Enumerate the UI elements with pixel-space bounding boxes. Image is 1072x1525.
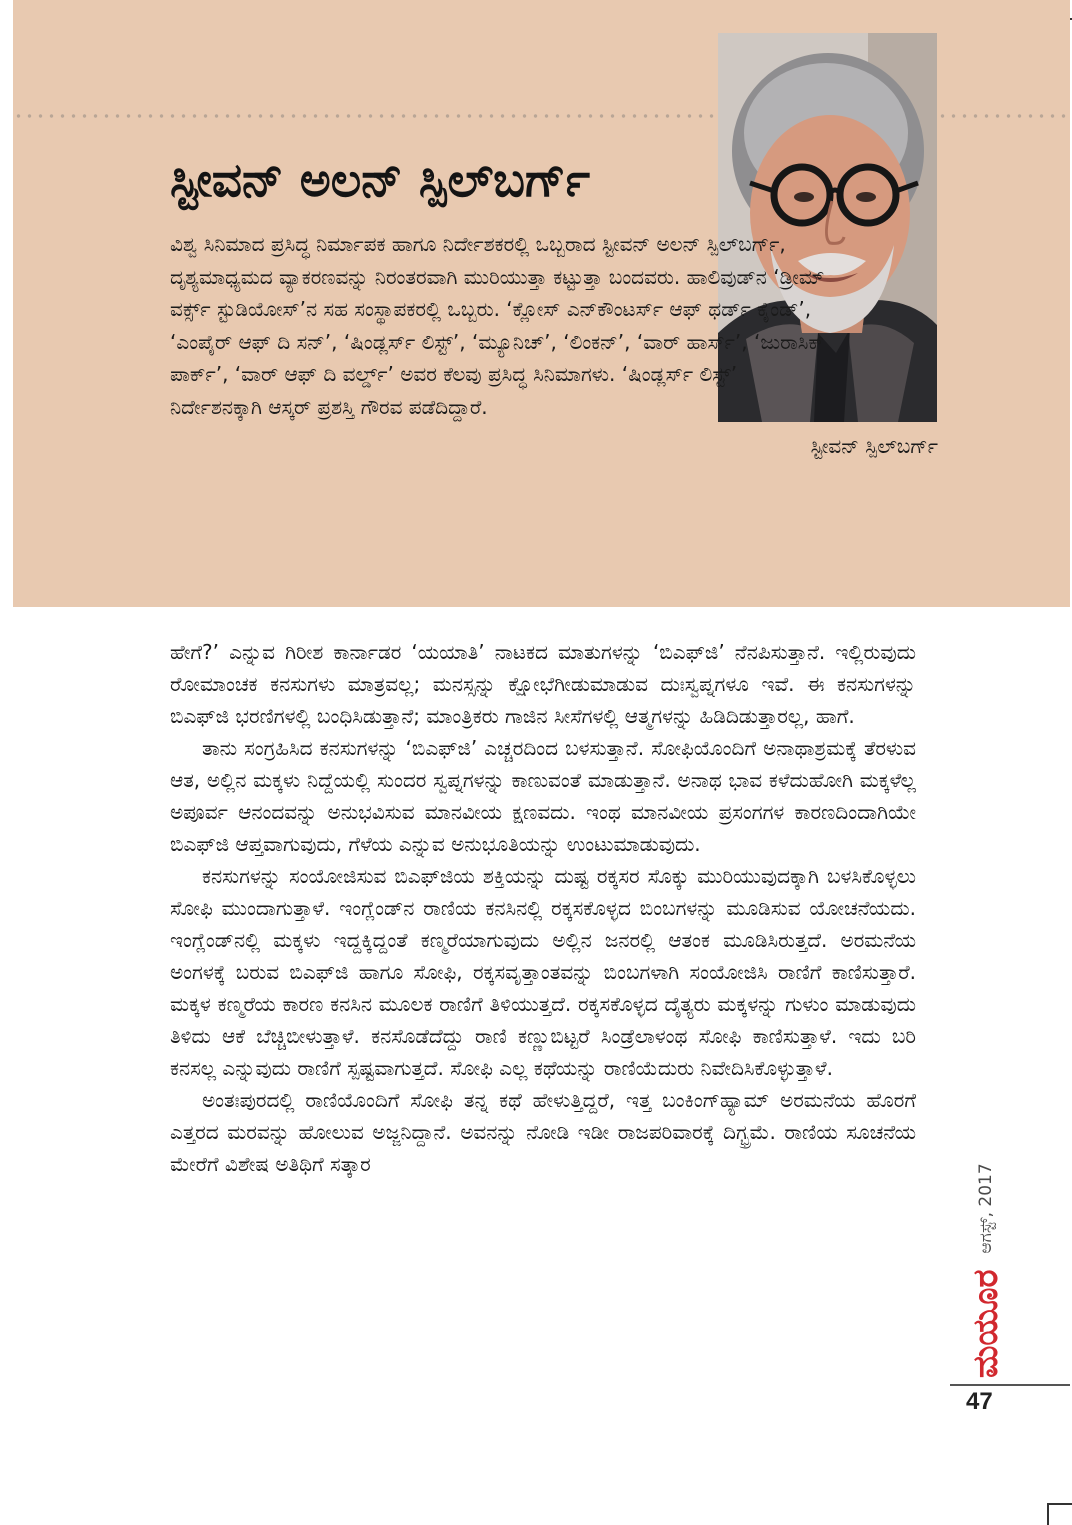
crop-mark-bottom-vertical	[1047, 1503, 1049, 1525]
page-number: 47	[966, 1388, 993, 1415]
magazine-spine-label	[968, 1110, 1004, 1378]
article-paragraph: ಕನಸುಗಳನ್ನು ಸಂಯೋಜಿಸುವ ಬಿಎಫ್‌ಜಿಯ ಶಕ್ತಿಯನ್ನು ದುಷ್ಟ ರಕ್ಕಸರ ಸೊಕ್ಕು ಮುರಿಯುವುದಕ್ಕಾಗಿ ಬಳಸಿಕೊಳ್ಳಲು ಸೋಫಿ ಮುಂದಾಗುತ್ತಾಳೆ. ಇಂಗ್ಲೆಂಡ್‌ನ ರಾಣಿಯ ಕನಸಿನಲ್ಲಿ ರಕ್ಕಸಕೊಳ್ಳದ ಬಿಂಬಗಳನ್ನು ಮೂಡಿಸುವ ಯೋಚನೆಯದು. ಇಂಗ್ಲೆಂಡ್‌ನಲ್ಲಿ ಮಕ್ಕಳು ಇದ್ದಕ್ಕಿದ್ದಂತೆ ಕಣ್ಮರೆಯಾಗುವುದು ಅಲ್ಲಿನ ಜನರಲ್ಲಿ ಆತಂಕ ಮೂಡಿಸಿರುತ್ತದೆ. ಅರಮನೆಯ ಅಂಗಳಕ್ಕೆ ಬರುವ ಬಿಎಫ್‌ಜಿ ಹಾಗೂ ಸೋಫಿ, ರಕ್ಕಸವೃತ್ತಾಂತವನ್ನು ಬಿಂಬಗಳಾಗಿ ಸಂಯೋಜಿಸಿ ರಾಣಿಗೆ ಕಾಣಿಸುತ್ತಾರೆ. ಮಕ್ಕಳ ಕಣ್ಮರೆಯ ಕಾರಣ ಕನಸಿನ ಮೂಲಕ ರಾಣಿಗೆ ತಿಳಿಯುತ್ತದೆ. ರಕ್ಕಸಕೊಳ್ಳದ ದೈತ್ಯರು ಮಕ್ಕಳನ್ನು ಗುಳುಂ ಮಾಡುವುದು ತಿಳಿದು ಆಕೆ ಬೆಚ್ಚಿಬೀಳುತ್ತಾಳೆ. ಕನಸೊಡೆದೆದ್ದು ರಾಣಿ ಕಣ್ಣುಬಿಟ್ಟರೆ ಸಿಂಡ್ರೆಲಾಳಂಥ ಸೋಫಿ ಕಾಣಿಸುತ್ತಾಳೆ. ಇದು ಬರಿ ಕನಸಲ್ಲ ಎನ್ನುವುದು ರಾಣಿಗೆ ಸ್ಪಷ್ಟವಾಗುತ್ತದೆ. ಸೋಫಿ ಎಲ್ಲ ಕಥೆಯನ್ನು ರಾಣಿಯೆದುರು ನಿವೇದಿಸಿಕೊಳ್ಳುತ್ತಾಳೆ.	[170, 864, 916, 1080]
article-paragraph: ತಾನು ಸಂಗ್ರಹಿಸಿದ ಕನಸುಗಳನ್ನು ‘ಬಿಎಫ್‌ಜಿ’ ಎಚ್ಚರದಿಂದ ಬಳಸುತ್ತಾನೆ. ಸೋಫಿಯೊಂದಿಗೆ ಅನಾಥಾಶ್ರಮಕ್ಕೆ ತೆರಳುವ ಆತ, ಅಲ್ಲಿನ ಮಕ್ಕಳು ನಿದ್ದೆಯಲ್ಲಿ ಸುಂದರ ಸ್ವಪ್ನಗಳನ್ನು ಕಾಣುವಂತೆ ಮಾಡುತ್ತಾನೆ. ಅನಾಥ ಭಾವ ಕಳೆದುಹೋಗಿ ಮಕ್ಕಳೆಲ್ಲ ಅಪೂರ್ವ ಆನಂದವನ್ನು ಅನುಭವಿಸುವ ಮಾನವೀಯ ಕ್ಷಣವದು. ಇಂಥ ಮಾನವೀಯ ಪ್ರಸಂಗಗಳ ಕಾರಣದಿಂದಾಗಿಯೇ ಬಿಎಫ್‌ಜಿ ಆಪ್ತವಾಗುವುದು, ಗೆಳೆಯ ಎನ್ನುವ ಅನುಭೂತಿಯನ್ನು ಉಂಟುಮಾಡುವುದು.	[170, 736, 916, 856]
article-paragraph: ಅಂತಃಪುರದಲ್ಲಿ ರಾಣಿಯೊಂದಿಗೆ ಸೋಫಿ ತನ್ನ ಕಥೆ ಹೇಳುತ್ತಿದ್ದರೆ, ಇತ್ತ ಬಂಕಿಂಗ್‌ಹ್ಯಾಮ್ ಅರಮನೆಯ ಹೊರಗೆ ಎತ್ತರದ ಮರವನ್ನು ಹೋಲುವ ಅಜ್ಜನಿದ್ದಾನೆ. ಅವನನ್ನು ನೋಡಿ ಇಡೀ ರಾಜಪರಿವಾರಕ್ಕೆ ದಿಗ್ಭ್ರಮೆ. ರಾಣಿಯ ಸೂಚನೆಯ ಮೇರೆಗೆ ವಿಶೇಷ ಅತಿಥಿಗೆ ಸತ್ಕಾರ	[170, 1088, 916, 1176]
page-number-rule	[950, 1384, 1070, 1386]
article-body	[170, 636, 916, 1180]
crop-mark-bottom-horizontal	[1047, 1503, 1072, 1505]
profile-bio: ವಿಶ್ವ ಸಿನಿಮಾದ ಪ್ರಸಿದ್ಧ ನಿರ್ಮಾಪಕ ಹಾಗೂ ನಿರ್ದೇಶಕರಲ್ಲಿ ಒಬ್ಬರಾದ ಸ್ಟೀವನ್ ಅಲನ್ ಸ್ಪಿಲ್‌ಬರ್ಗ್, ದೃಶ್ಯಮಾಧ್ಯಮದ ವ್ಯಾಕರಣವನ್ನು ನಿರಂತರವಾಗಿ ಮುರಿಯುತ್ತಾ ಕಟ್ಟುತ್ತಾ ಬಂದವರು. ಹಾಲಿವುಡ್‌ನ ‘ಡ್ರೀಮ್ ವರ್ಕ್ಸ್ ಸ್ಟುಡಿಯೋಸ್’ನ ಸಹ ಸಂಸ್ಥಾಪಕರಲ್ಲಿ ಒಬ್ಬರು. ‘ಕ್ಲೋಸ್ ಎನ್‌ಕೌಂಟರ್ಸ್ ಆಫ್ ಥರ್ಡ್ ಕೈಂಡ್’, ‘ಎಂಪೈರ್ ಆಫ್ ದಿ ಸನ್’, ‘ಷಿಂಡ್ಲರ್ಸ್ ಲಿಸ್ಟ್’, ‘ಮ್ಯೂನಿಚ್’, ‘ಲಿಂಕನ್’, ‘ವಾರ್ ಹಾರ್ಸ್’, ‘ಜುರಾಸಿಕ್ ಪಾರ್ಕ್’, ‘ವಾರ್ ಆಫ್ ದಿ ವರ್ಲ್ಡ್’ ಅವರ ಕೆಲವು ಪ್ರಸಿದ್ಧ ಸಿನಿಮಾಗಳು. ‘ಷಿಂಡ್ಲರ್ಸ್ ಲಿಸ್ಟ್’ ನಿರ್ದೇಶನಕ್ಕಾಗಿ ಆಸ್ಕರ್ ಪ್ರಶಸ್ತಿ ಗೌರವ ಪಡೆದಿದ್ದಾರೆ.	[170, 232, 825, 419]
article-paragraph: ಹೇಗೆ?’ ಎನ್ನುವ ಗಿರೀಶ ಕಾರ್ನಾಡರ ‘ಯಯಾತಿ’ ನಾಟಕದ ಮಾತುಗಳನ್ನು ‘ಬಿಎಫ್‌ಜಿ’ ನೆನಪಿಸುತ್ತಾನೆ. ಇಲ್ಲಿರುವುದು ರೋಮಾಂಚಕ ಕನಸುಗಳು ಮಾತ್ರವಲ್ಲ; ಮನಸ್ಸನ್ನು ಕ್ಷೋಭೆಗೀಡುಮಾಡುವ ದುಃಸ್ವಪ್ನಗಳೂ ಇವೆ. ಈ ಕನಸುಗಳನ್ನು ಬಿಎಫ್‌ಜಿ ಭರಣಿಗಳಲ್ಲಿ ಬಂಧಿಸಿಡುತ್ತಾನೆ; ಮಾಂತ್ರಿಕರು ಗಾಜಿನ ಸೀಸೆಗಳಲ್ಲಿ ಆತ್ಮಗಳನ್ನು ಹಿಡಿದಿಡುತ್ತಾರಲ್ಲ, ಹಾಗೆ.	[170, 640, 916, 728]
magazine-name: ಮಯೂರ	[966, 1269, 1006, 1378]
profile-title: ಸ್ಟೀವನ್ ಅಲನ್ ಸ್ಪಿಲ್‌ಬರ್ಗ್	[170, 153, 591, 208]
issue-date: ಆಗಸ್ಟ್, 2017	[976, 1163, 996, 1254]
photo-caption: ಸ್ಟೀವನ್ ಸ್ಪಿಲ್‌ಬರ್ಗ್	[810, 434, 938, 458]
